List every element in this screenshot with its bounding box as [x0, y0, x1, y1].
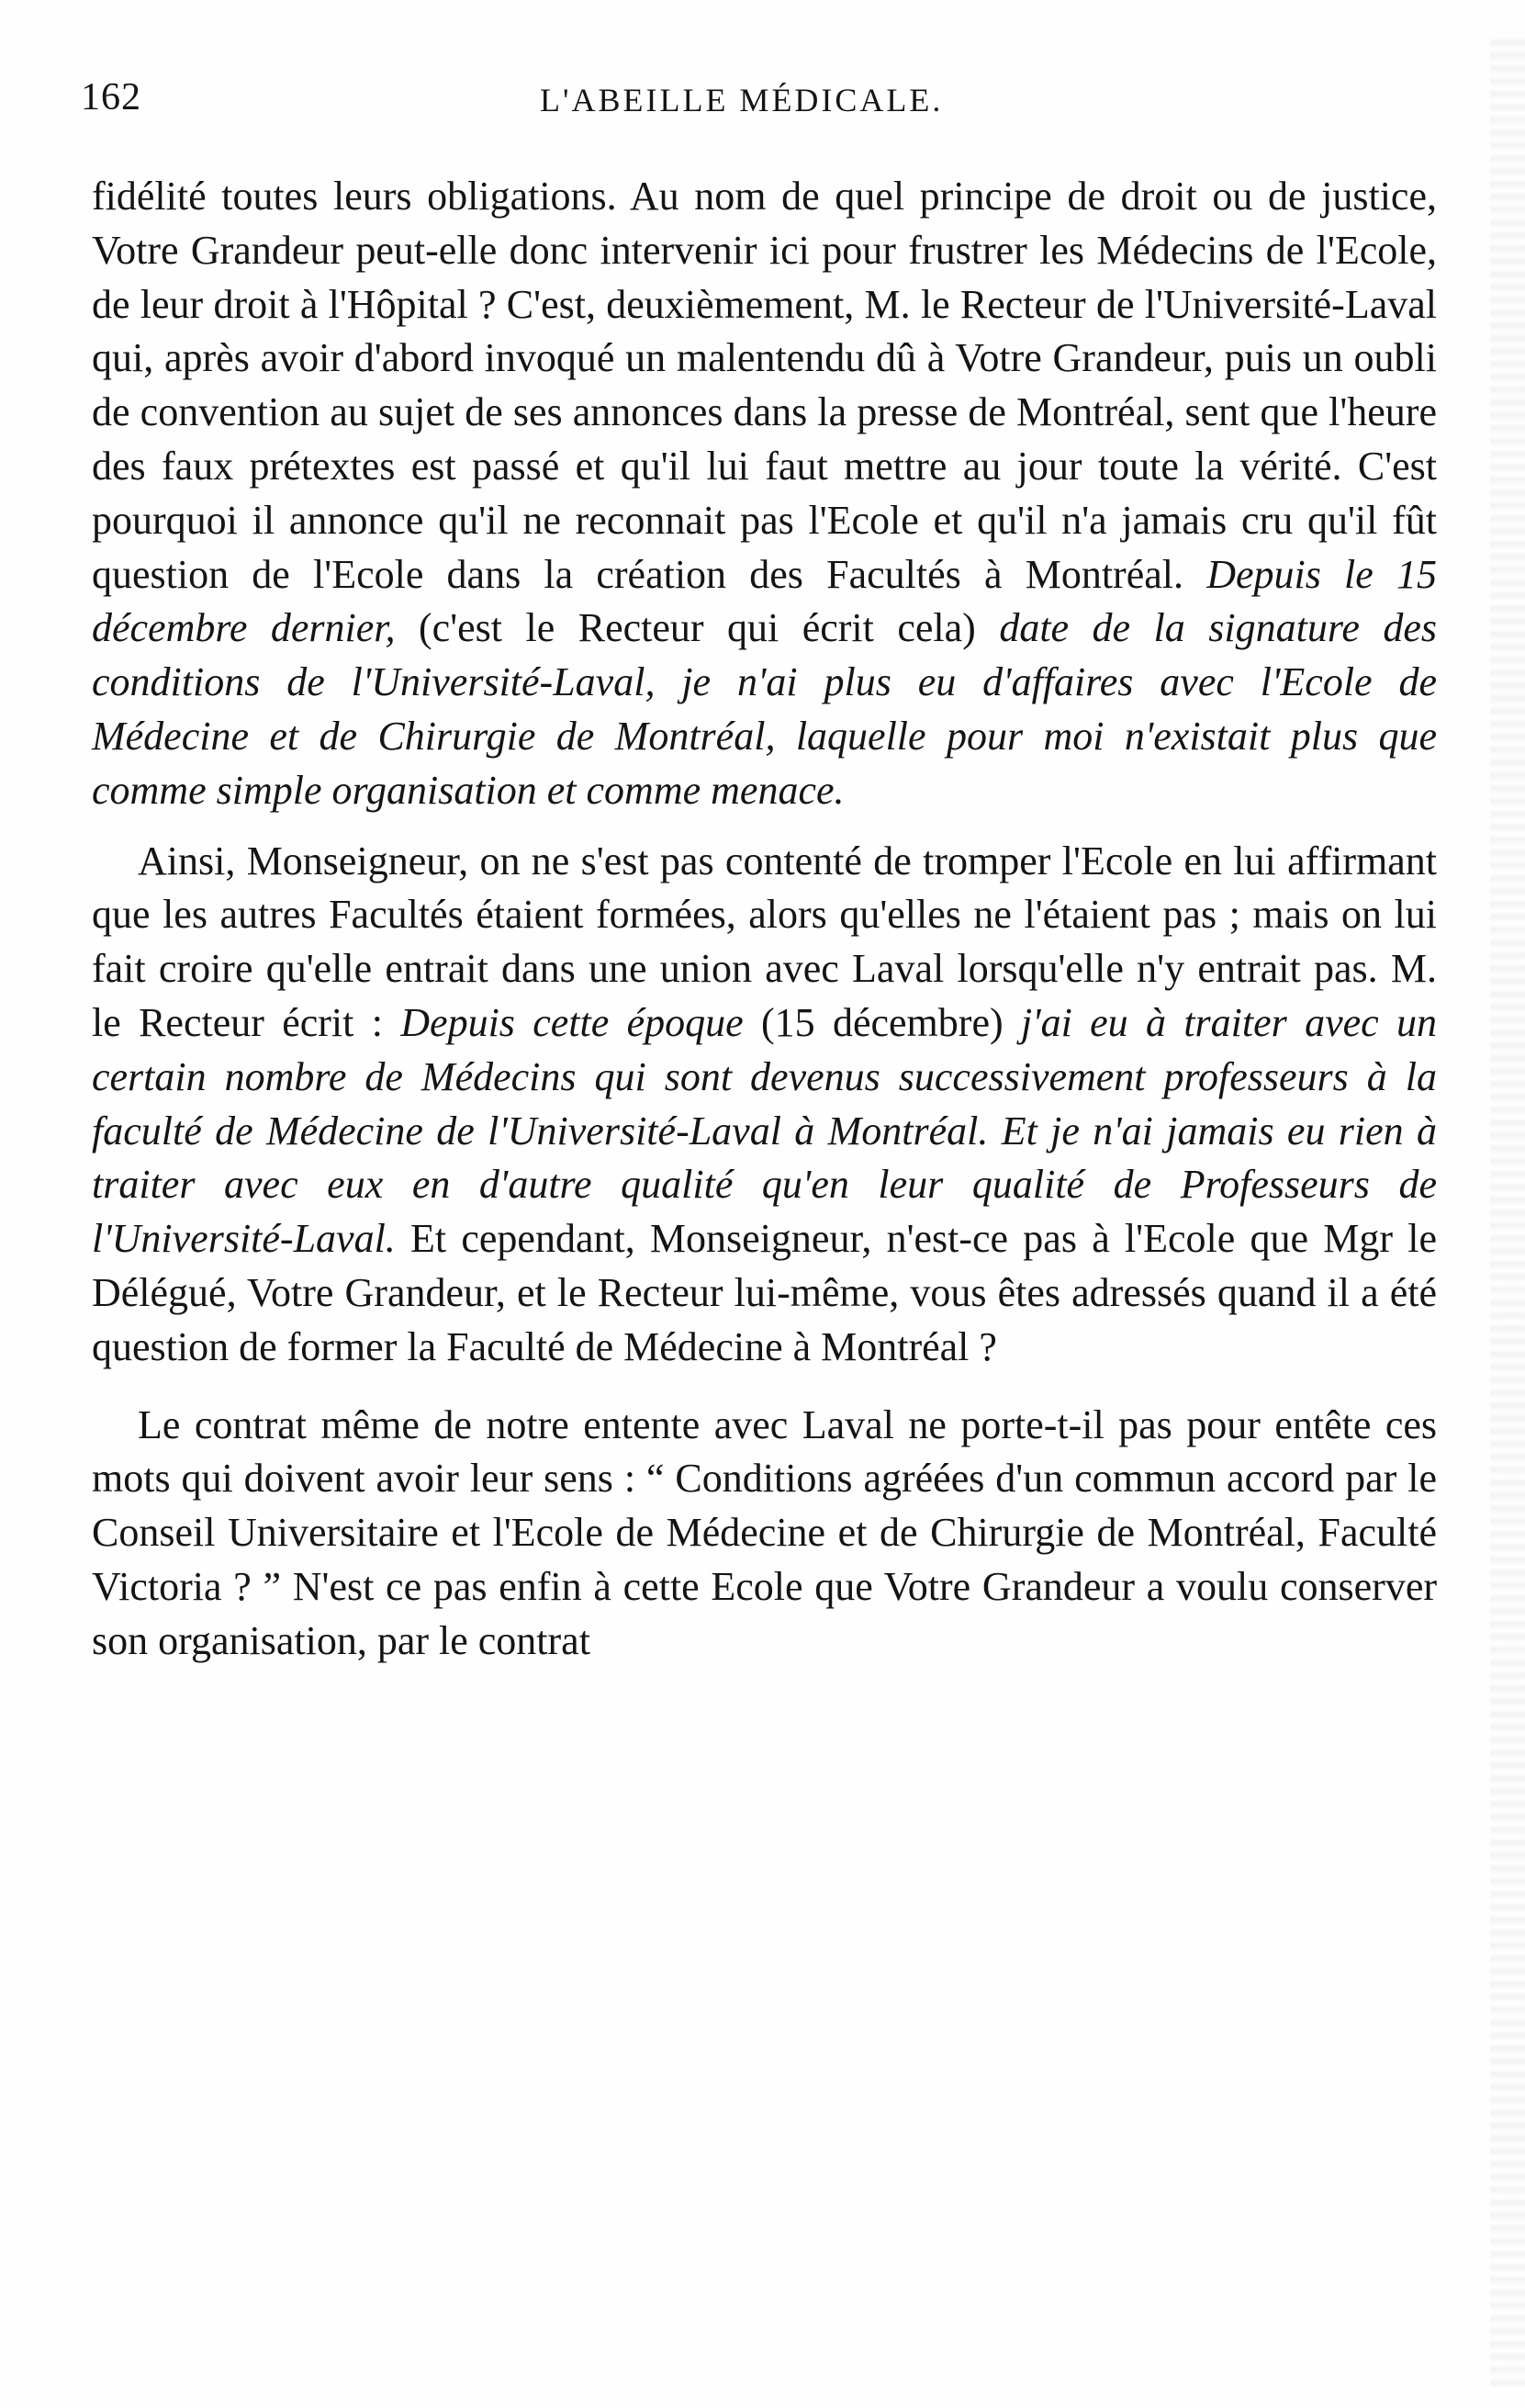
running-header [81, 75, 1449, 130]
italic-quote: j'ai eu à traiter avec un certain nombre de Médecins qui sont devenus successivement professeurs à la faculté de Médecine de l'Université-Laval à Montréal. Et je n'ai jamais eu rien à traiter avec eux en d'autre qualité qu'en leur qualité de Professeurs de l'Université-Laval. [92, 999, 1438, 1262]
text-run: (15 décembre) [743, 999, 1021, 1045]
italic-quote: date de la signature des conditions de l'Université-Laval, je n'ai plus eu d'affaires avec l'Ecole de Médecine et de Chirurgie de Montréal, laquelle pour moi n'existait plus que comme simple organisation et comme menace. [92, 605, 1437, 813]
text-run: Le contrat même de notre entente avec Laval ne porte-t-il pas pour entête ces mots qui doivent avoir leur sens : “ Conditions agréées d'un commun accord par le Conseil Universitaire et l'Ecole de Médecine et de Chirurgie de Montréal, Faculté Victoria ? ” N'est ce pas enfin à cette Ecole que Votre Grandeur a voulu conserver son organisation, par le contrat [92, 1401, 1437, 1663]
journal-title: L'ABEILLE MÉDICALE. [540, 82, 944, 118]
page-edge-shadow [1490, 37, 1525, 2388]
paragraph-1 [92, 170, 1437, 818]
text-run: Ainsi, Monseigneur, on ne s'est pas contenté de tromper l'Ecole en lui affirmant que les autres Facultés étaient formées, alors qu'elles ne l'étaient pas ; mais on lui fait croire qu'elle entrait dans une union avec Laval lorsqu'elle n'y entrait pas. M. le Recteur écrit : [92, 838, 1437, 1045]
text-run: Et cependant, Monseigneur, n'est-ce pas à l'Ecole que Mgr le Délégué, Votre Grandeur, et le Recteur lui-même, vous êtes adressés quand il a été question de former la Faculté de Médecine à Montréal ? [92, 1216, 1437, 1369]
italic-quote: Depuis le 15 décembre dernier, [92, 551, 1438, 651]
paragraph-2 [92, 835, 1437, 1375]
italic-quote: Depuis cette époque [400, 999, 744, 1045]
page-number: 162 [81, 76, 141, 118]
text-run: fidélité toutes leurs obligations. Au nom de quel principe de droit ou de justice, Votre Grandeur peut-elle donc intervenir ici pour frustrer les Médecins de l'Ecole, de leur droit à l'Hôpital ? C'est, deuxièmement, M. le Recteur de l'Université-Laval qui, après avoir d'abord invoqué un malentendu dû à Votre Grandeur, puis un oubli de convention au sujet de ses annonces dans la presse de Montréal, sent que l'heure des faux prétextes est passé et qu'il lui faut mettre au jour toute la vérité. C'est pourquoi il annonce qu'il ne reconnait pas l'Ecole et qu'il n'a jamais cru qu'il fût question de l'Ecole dans la création des Facultés à Montréal. [92, 174, 1437, 597]
body-text [92, 170, 1437, 1669]
paragraph-3 [92, 1399, 1437, 1669]
text-run: (c'est le Recteur qui écrit cela) [395, 605, 1000, 651]
